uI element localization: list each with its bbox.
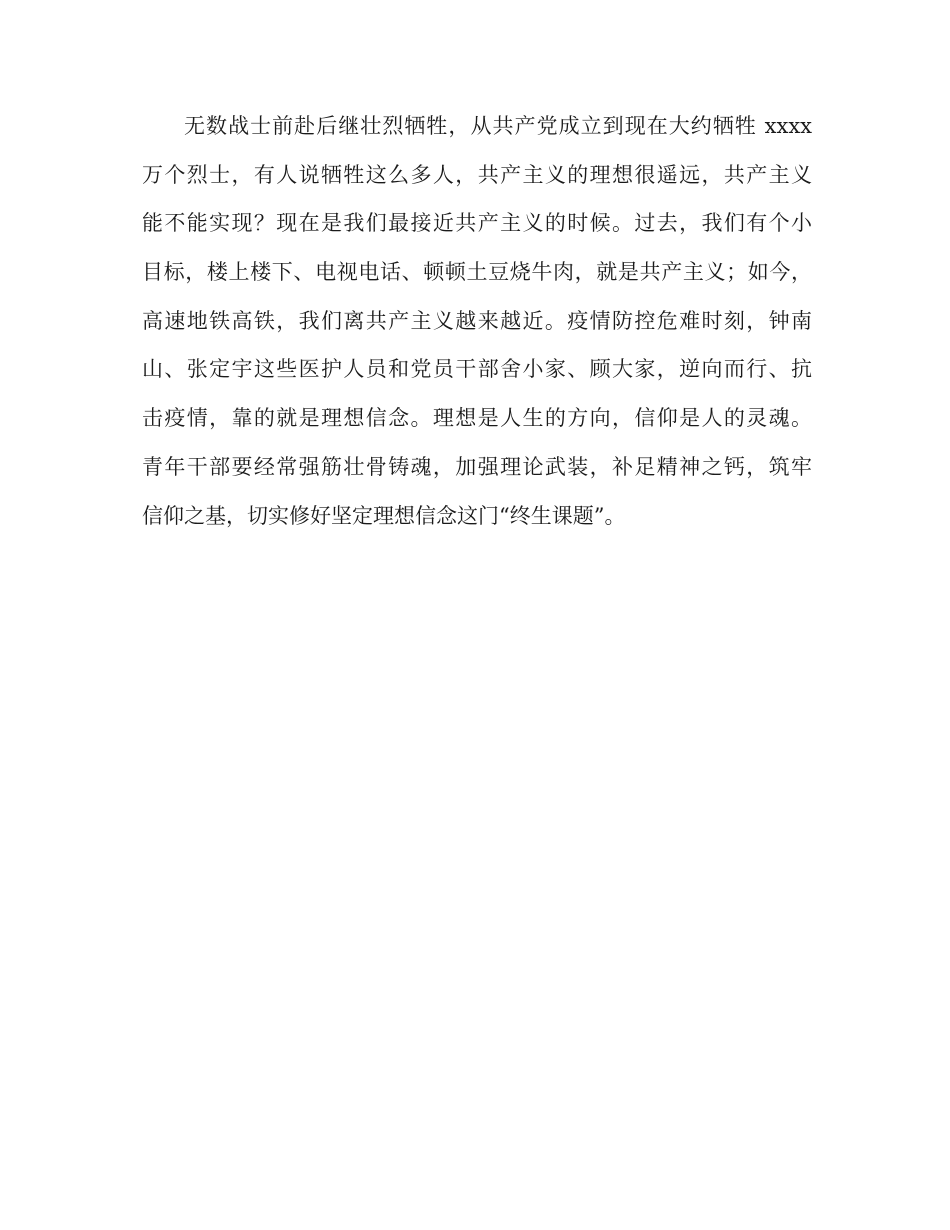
paragraph-line-2: 万个烈士，有人说牺牲这么多人，共产主义的理想很遥远，共产主义 xyxy=(142,162,812,187)
paragraph-line-9: 信仰之基，切实修好坚定理想信念这门“终生课题”。 xyxy=(142,503,626,528)
paragraph-line-3: 能不能实现？现在是我们最接近共产主义的时候。过去，我们有个小 xyxy=(142,211,812,236)
paragraph-line-1: 无数战士前赴后继壮烈牺牲，从共产党成立到现在大约牺牲 xxxx xyxy=(184,114,812,138)
paragraph-line-7: 击疫情，靠的就是理想信念。理想是人生的方向，信仰是人的灵魂。 xyxy=(142,406,812,431)
paragraph-line-5: 高速地铁高铁，我们离共产主义越来越近。疫情防控危难时刻，钟南 xyxy=(142,308,812,333)
body-paragraph xyxy=(142,108,812,546)
paragraph-line-6: 山、张定宇这些医护人员和党员干部舍小家、顾大家，逆向而行、抗 xyxy=(142,357,812,382)
paragraph-line-4: 目标，楼上楼下、电视电话、顿顿土豆烧牛肉，就是共产主义；如今， xyxy=(142,260,812,285)
paragraph-line-8: 青年干部要经常强筋壮骨铸魂，加强理论武装，补足精神之钙，筑牢 xyxy=(142,454,812,479)
